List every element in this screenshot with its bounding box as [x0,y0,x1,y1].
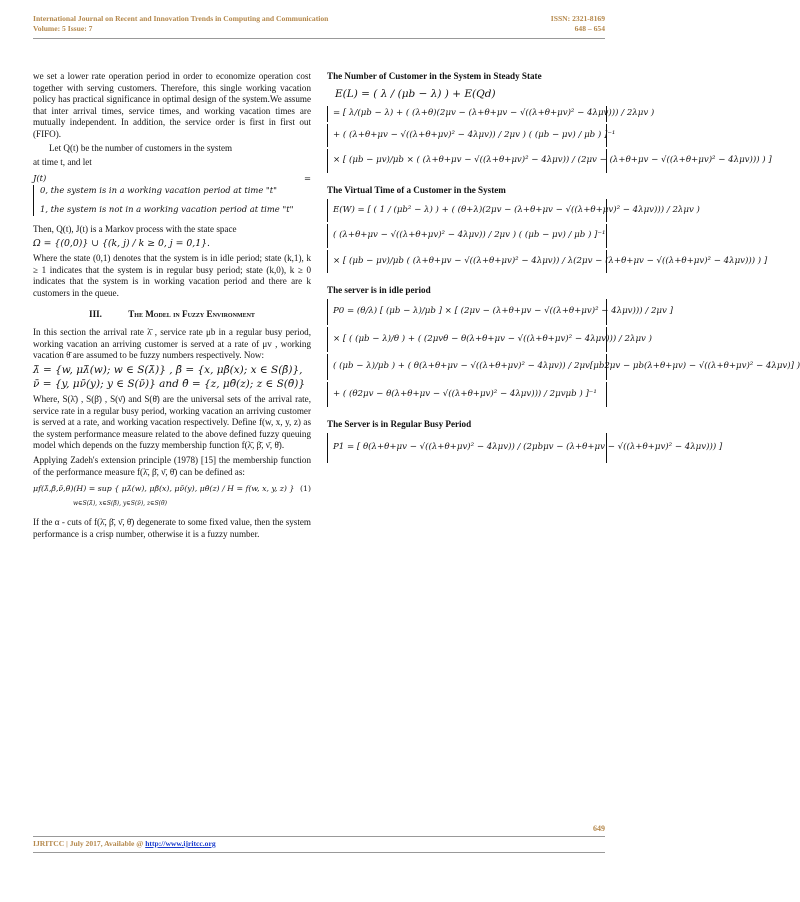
paragraph: at time t, and let [33,157,92,168]
expected-length-equation: E(L) = ( λ / (μb − λ) ) + E(Qd) [335,87,496,100]
membership-formula: μf(λ̄,β̄,ν̄,θ̄)(H) = sup { μλ̄(w), μβ̄(x), μν̄(y), μθ̄(z) / H = f(w, x, y, z) } [33,484,295,494]
paragraph: Where, S(λ̄) , S(β̄) , S(ν̄) and S(θ̄) are the universal sets of the arrival rate, service rate in a regular busy period, working vacation an arriving customer is served at a rate, and working vacation respectively. Define f(w, x, y, z) as the system performance measure related to the above defined fuzzy queuing model which depends on the fuzzy membership function f(λ̄, β̄, ν̄, θ̄). [33,393,311,451]
subsection-heading: The Number of Customer in the System in Steady State [327,71,542,81]
paragraph: Where the state (0,1) denotes that the system is in idle period; state (k,1), k ≥ 1 indicates that the system is in regular busy period; state (k,0), k ≥ 0 indicates that the system is in working vacation period and there are k customers in the queue. [33,253,311,298]
idle-probability-term-3: ( (μb − λ)/μb ) + ( θ(λ+θ+μv − √((λ+θ+μv)² − 4λμv)) / 2μv[μb2μv − μb(λ+θ+μv) − √((λ+θ+μv)² − 4λμv)] ) [327,354,607,380]
idle-probability-term-1: P0 = (θ/λ) [ (μb − λ)/μb ] × [ (2μv − (λ+θ+μv − √((λ+θ+μv)² − 4λμv))) / 2μv ] [327,299,607,325]
fuzzy-set-equation-2: ν̄ = {y, μν̄(y); y ∈ S(ν̄)} and θ̄ = {z, μθ̄(z); z ∈ S(θ̄)} [33,378,306,391]
paragraph: In this section the arrival rate λ̄ , service rate μb in a regular busy period, working vacation an arriving customer is served at a rate of μv , working vacation θ̄ are assumed to be fuzzy numbers respectively. Now: [33,326,311,361]
membership-equation [33,483,311,495]
jt-case-0: 0, the system is in a working vacation period at time "t" [40,184,278,195]
expected-length-term-2: + ( (λ+θ+μv − √((λ+θ+μv)² − 4λμv)) / 2μv ) ( (μb − μv) / μb ) ]⁻¹ [327,124,607,148]
footer-text: IJRITCC | July 2017, Available @ [33,839,146,848]
fuzzy-set-equation-1: λ̄ = {w, μλ̄(w); w ∈ S(λ̄)} , β̄ = {x, μβ̄(x); x ∈ S(β̄)}, [33,363,303,376]
page-number: 649 [593,824,605,833]
jt-case-1: 1, the system is not in a working vacation period at time "t" [40,204,294,215]
issn: ISSN: 2321-8169 [550,14,605,23]
idle-probability-term-2: × [ ( (μb − λ)/θ ) + ( (2μvθ − θ(λ+θ+μv − √((λ+θ+μv)² − 4λμv))) / 2λμv ) [327,327,607,353]
state-space-equation: Ω = {(0,0)} ∪ {(k, j) / k ≥ 0, j = 0,1}. [33,238,211,250]
expected-length-term-1: = [ λ/(μb − λ) + ( (λ+θ)(2μv − (λ+θ+μv − √((λ+θ+μv)² − 4λμv))) / 2λμv ) [327,106,607,122]
footer [33,839,216,848]
footer-rule [33,836,605,837]
paragraph: we set a lower rate operation period in order to economize operation cost together with serving customers. Therefore, this single working vacation policy has practical significance in optimal design of the system.We assume that inter arrival times, service times, and working vacation times are mutually independent. In addition, the service order is first in first out (FIFO). [33,71,311,139]
busy-probability-equation: P1 = [ θ(λ+θ+μv − √((λ+θ+μv)² − 4λμv)) / (2μbμv − (λ+θ+μv − √((λ+θ+μv)² − 4λμv))) ] [327,433,607,463]
waiting-time-term-2: ( (λ+θ+μv − √((λ+θ+μv)² − 4λμv)) / 2μv ) ( (μb − μv) / μb ) ]⁻¹ [327,224,607,248]
right-column [327,71,800,465]
subsection-heading: The Server is in Regular Busy Period [327,419,472,430]
section-number: III. [89,309,102,320]
header-rule [33,38,605,39]
waiting-time-term-1: E(W) = [ ( 1 / (μb² − λ) ) + ( (θ+λ)(2μv − (λ+θ+μv − √((λ+θ+μv)² − 4λμv))) / 2λμv ) [327,199,607,223]
waiting-time-term-3: × [ (μb − μv)/μb ( (λ+θ+μv − √((λ+θ+μv)² − 4λμv)) / λ(2μv − (λ+θ+μv − √((λ+θ+μv)² − 4λμv))) ) ] [327,250,607,274]
expected-length-term-3: × [ (μb − μv)/μb × ( (λ+θ+μv − √((λ+θ+μv)² − 4λμv)) / (2μv − (λ+θ+μv − √((λ+θ+μv)² − 4λμv))) ) ] [327,149,607,173]
idle-probability-term-4: + ( (θ2μv − θ(λ+θ+μv − √((λ+θ+μv)² − 4λμv))) / 2μvμb ) ]⁻¹ [327,382,607,408]
issn-header [551,14,605,34]
paragraph: Applying Zadeh's extension principle (1978) [15] the membership function of the performance measure f(λ̄, β̄, ν̄, θ̄) can be defined as: [33,454,311,477]
journal-title: International Journal on Recent and Innovation Trends in Computing and Communication [33,14,329,23]
paragraph: Then, Q(t), J(t) is a Markov process with the state space [33,223,237,234]
jt-cases [33,185,293,216]
journal-link[interactable]: http://www.ijritcc.org [145,839,216,848]
journal-header [33,14,328,34]
left-column [33,71,311,540]
footer-bottom-rule [33,852,605,853]
page-range: 648 – 654 [574,24,605,33]
subsection-heading: The Virtual Time of a Customer in the System [327,184,506,195]
equation-number: (1) [299,484,311,494]
paragraph: Let Q(t) be the number of customers in the system [49,142,233,153]
membership-domain: w∈S(λ̄), x∈S(β̄), y∈S(ν̄), z∈S(θ̄) [73,499,167,507]
section-title: The Model in Fuzzy Environment [128,309,255,320]
paragraph: If the α - cuts of f(λ̄, β̄, ν̄, θ̄) degenerate to some fixed value, then the system performance is a crisp number, otherwise it is a fuzzy number. [33,517,311,539]
jt-label: J(t) = [33,172,311,183]
subsection-heading: The server is in idle period [327,285,431,296]
jt-definition [33,173,311,216]
section-heading [33,309,311,321]
journal-volume: Volume: 5 Issue: 7 [33,24,93,33]
